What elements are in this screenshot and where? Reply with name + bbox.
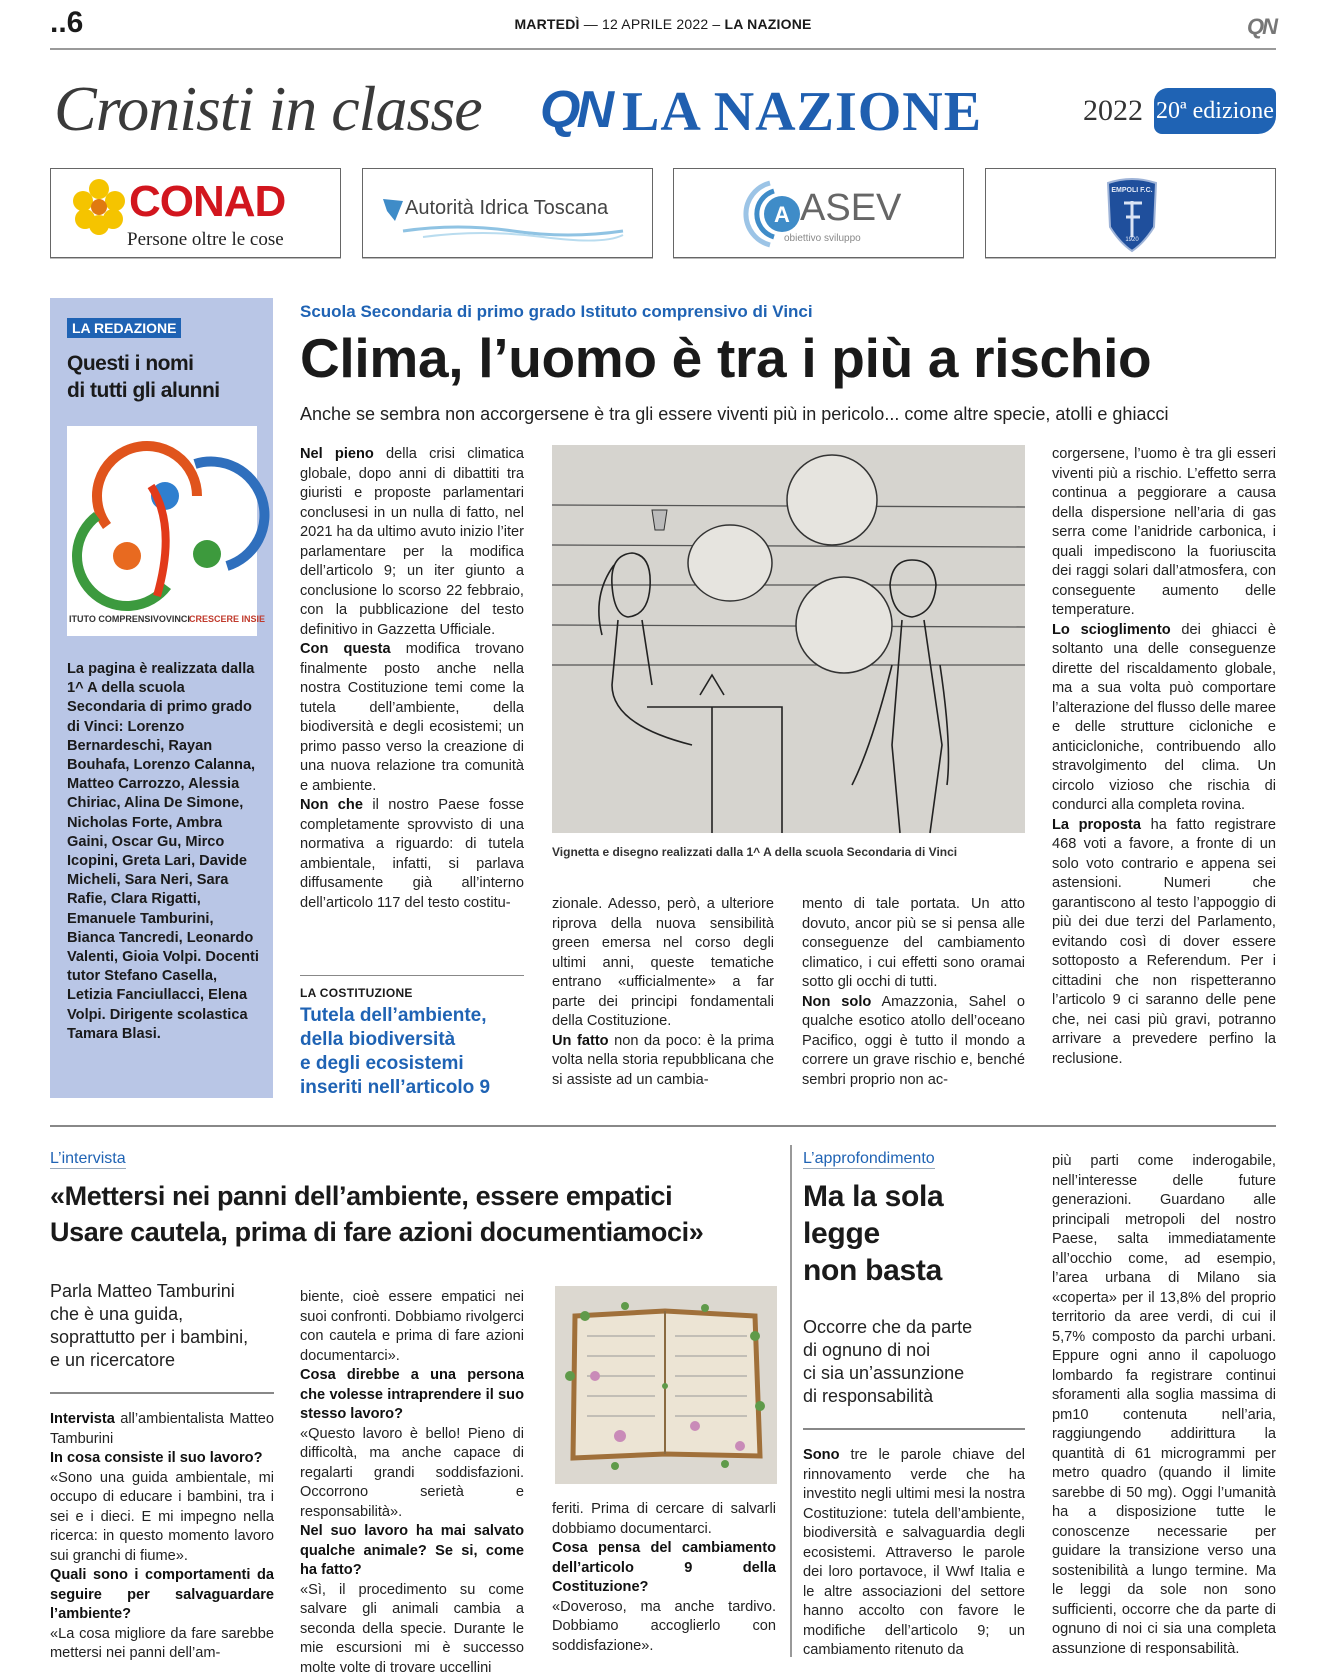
vertical-divider [790,1145,792,1657]
analysis-lede-divider [803,1428,1025,1430]
interview-column-1 [50,1410,274,1664]
paragraph-text: «Questo lavoro è bello! Pieno di difficoltà, ma anche capace di regalarti grandi soddisfazioni. Occorrono serietà e responsabilità». [300,1426,524,1520]
conad-logo-text: CONAD [129,177,285,227]
section-divider [50,1125,1276,1127]
paragraph [1052,445,1276,621]
paragraph-text: «Doveroso, ma anche tardivo. Dobbiamo accoglierlo con soddisfazione». [552,1599,776,1654]
article-column-3 [802,895,1025,1090]
paragraph-text: più parti come inderogabile, nell’interesse delle future generazioni. Guardano alle principali metropoli del nostro Paese, salta immediatamente all’occhio come, ad esempio, l’area urbana di Milano sia «coperta» per il 13,8% del proprio territorio da aree verdi, di cui il 5,7% composto da parchi urbani. Eppure ogni anno il capoluogo lombardo fa registrare continui sforamenti alla soglia massima di pm10 contenuta nell’aria, raggiungendo addirittura la quantità di 61 microgrammi per metro quadro (quando il limite sarebbe di 50 mg). Oggi l’umanità ha a disposizione tutte le conoscenze necessarie per guidare la transizione verso una sostenibilità a lungo termine. Ma le leggi da sole non sono sufficienti, occorre che da parte di ognuno di noi ci sia una completa assunzione di responsabilità. [1052,1153,1276,1657]
paragraph-text: zionale. Adesso, però, a ulteriore riprova della nuova sensibilità green emersa nel corso degli ultimi anni, queste tematiche entrano «ufficialmente» a far parte dei principi fondamentali della Costituzione. [552,896,774,1029]
paragraph [552,1032,774,1091]
paragraph-text: corgersene, l’uomo è tra gli esseri viventi più a rischio. L’effetto serra continua a peggiorare a causa della dispersione nell’aria di gas serra come l’anidride carbonica, i quali impediscono la fuoriuscita dei raggi solari dall’atmosfera, con conseguente aumento delle temperature. [1052,446,1276,618]
analysis-kicker-text: L’approfondimento [803,1150,935,1169]
paragraph [300,1581,524,1678]
paragraph-lead: Non solo [802,994,871,1010]
svg-text:A: A [774,202,790,227]
analysis-headline-line: legge [803,1215,943,1252]
article-headline: Clima, l’uomo è tra i più a rischio [300,326,1151,390]
analysis-lede [803,1316,1025,1408]
image-caption: Vignetta e disegno realizzati dalla 1^ A della scuola Secondaria di Vinci [552,845,957,859]
question-paragraph: Cosa pensa del cambiamento dell’articolo 9 della Costituzione? [552,1539,776,1598]
paragraph-text: dei ghiacci è soltanto una delle conseguenze dirette del riscaldamento globale, ma a sua volta può comportare l’alterazione del flusso delle maree e delle strutture cicloniche e anticicloniche, contribuendo allo stravolgimento del clima. Un circolo vizioso che rischia di condurci alla completa rovina. [1052,622,1276,814]
page-header [50,0,1276,50]
lede-line: ci sia un’assunzione [803,1362,1025,1385]
paragraph [1052,816,1276,1070]
box-title [300,1004,524,1100]
section-tag: LA REDAZIONE [67,318,181,338]
paragraph-text: Amazzonia, Sahel o qualche esotico atollo dell’oceano Pacifico, oggi è tutto il mondo a correre un grave rischio e, benché sembri proprio non ac- [802,994,1025,1088]
paragraph-text: non da poco: è la prima volta nella storia repubblicana che si assiste ad un cambia- [552,1033,774,1088]
box-title-line: e degli ecosistemi [300,1052,524,1076]
paragraph-text: il nostro Paese fosse completamente sprovvisto di una normativa a riguardo: di tutela ambientale, infatti, si parlava diffusamente già all’interno dell’articolo 117 del testo costitu- [300,797,524,911]
paragraph-text: «Sono una guida ambientale, mi occupo di educare i bambini, tra i sei e i dieci. E mi impegno nella ricerca: in questo momento lavoro sui granchi di fiume». [50,1470,274,1564]
constitution-book-drawing [555,1286,777,1484]
paragraph-text: «Sì, il procedimento su come salvare gli animali cambia a seconda della specie. Durante le mie escursioni mi è successo molte volte di trovare uccellini [300,1582,524,1676]
sponsor-autorita-idrica [362,168,653,258]
school-logo [67,426,257,636]
paragraph [50,1625,274,1664]
paragraph [552,1500,776,1539]
date: — 12 APRILE 2022 – [584,16,721,32]
paragraph-text: tre le parole chiave del rinnovamento verde che ha investito negli ultimi mesi la nostra Costituzione: tutela dell’ambiente, biodiversità e salvaguardia degli ecosistemi. Attraverso le parole dei loro portavoce, il Wwf Italia e le altre associazioni del settore hanno accolto con favore le modifiche dell’articolo 9; un cambiamento ritenuto da [803,1447,1025,1658]
article-column-1 [300,445,524,913]
paragraph [300,445,524,640]
interview-column-3 [552,1500,776,1656]
interview-headline-line: Usare cautela, prima di fare azioni documentiamoci» [50,1214,703,1250]
paragraph [300,1288,524,1366]
analysis-headline [803,1178,943,1289]
paragraph-lead: Non che [300,797,363,813]
paragraph [552,895,774,1032]
interview-headline [50,1178,703,1250]
sidebar-title-line: Questi i nomi [67,350,220,377]
lede-line: e un ricercatore [50,1349,274,1372]
masthead-title: Cronisti in classe [54,72,482,146]
paragraph [552,1598,776,1657]
conad-tagline: Persone oltre le cose [127,229,284,251]
paragraph-text: della crisi climatica globale, dopo anni di dibattiti tra giuristi e proposte parlamentari conclusesi in un nulla di fatto, nel 2021 ha da ultimo avuto inizio l’iter parlamentare per la modifica dell’articolo 9; un iter giunto a conclusione lo scorso 22 febbraio, con la pubblicazione del testo definitivo in Gazzetta Ufficiale. [300,446,524,638]
lede-line: di responsabilità [803,1385,1025,1408]
paragraph-lead: Lo scioglimento [1052,622,1171,638]
lede-line: Occorre che da parte [803,1316,1025,1339]
article-column-2 [552,895,774,1090]
sponsor-conad [50,168,341,258]
sponsor-empoli-fc [985,168,1276,258]
paragraph [300,640,524,796]
box-label: LA COSTITUZIONE [300,986,524,1000]
asev-logo-text: ASEV [800,187,901,230]
lede-divider [50,1392,274,1394]
lede-line: Parla Matteo Tamburini [50,1280,274,1303]
analysis-kicker [803,1150,935,1168]
paragraph-text: feriti. Prima di cercare di salvarli dobbiamo documentarci. [552,1501,776,1537]
costituzione-box [300,975,524,1100]
analysis-column-1 [803,1446,1025,1661]
article-subtitle: Anche se sembra non accorgersene è tra gli essere viventi più in pericolo... come altre specie, atolli e ghiacci [300,404,1168,425]
box-title-line: inseriti nell’articolo 9 [300,1076,524,1100]
empoli-fc-crest-name: EMPOLI F.C. [1104,187,1160,194]
interview-headline-line: «Mettersi nei panni dell’ambiente, essere empatici [50,1178,703,1214]
paragraph-text: ha fatto registrare 468 voti a favore, a fronte di un solo voto contrario e appena sei astensioni. Numeri che garantiscono al testo l’appoggio di più dei due terzi del Parlamento, evitando così di dover essere sottoposto a Referendum. Per i cittadini che non rispetteranno l’articolo 9 ci saranno delle pene che, nei casi più gravi, potranno arrivare a prevedere perfino la reclusione. [1052,817,1276,1067]
conad-flower-icon [73,179,125,235]
box-title-line: della biodiversità [300,1028,524,1052]
box-title-line: Tutela dell’ambiente, [300,1004,524,1028]
tuscany-shape-icon [381,197,405,223]
paragraph [802,895,1025,993]
dateline [50,16,1276,32]
sidebar-title [67,350,220,404]
question-paragraph: Nel suo lavoro ha mai salvato qualche animale? Se si, come ha fatto? [300,1522,524,1581]
paragraph-text: biente, cioè essere empatici nei suoi confronti. Dobbiamo rivolgerci con cautela e prima di fare azioni documentarci». [300,1289,524,1364]
interview-kicker [50,1150,126,1168]
paragraph [1052,621,1276,816]
credits-text: è realizzata dalla 1^ A della scuola Secondaria di primo grado di Vinci: Lorenzo Bernardeschi, Rayan Bouhafa, Lorenzo Calanna, Matteo Carrozzo, Alessia Chiriac, Alina De Simone, Nicholas Forte, Ambra Gaini, Oscar Gu, Mirco Icopini, Greta Lari, Davide Micheli, Sara Neri, Sara Rafie, Clara Rigatti, Emanuele Tamburini, Bianca Tancredi, Leonardo Valenti, Gioia Volpi. Docenti tutor Stefano Casella, Letizia Fanciullacci, Elena Volpi. Dirigente scolastica Tamara Blasi. [67,661,259,1042]
school-logo-graphic [67,426,257,636]
paragraph-text: «La cosa migliore da fare sarebbe mettersi nei panni dell’am- [50,1626,274,1662]
paragraph [1052,1152,1276,1659]
paragraph [802,993,1025,1091]
autorita-idrica-text: Autorità Idrica Toscana [405,197,608,220]
credits-lead: La pagina [67,661,135,677]
paragraph-text: all’ambientalista Matteo Tamburini [50,1411,274,1447]
qn-logo: QN [540,80,610,140]
lede-line: che è una guida, [50,1303,274,1326]
paragraph-lead: Nel pieno [300,446,374,462]
question-paragraph: Quali sono i comportamenti da seguire per salvaguardare l’ambiente? [50,1566,274,1625]
sidebar-credits [67,660,259,1044]
paragraph [50,1469,274,1567]
masthead [50,72,1276,152]
sidebar-title-line: di tutti gli alunni [67,377,220,404]
cartoon-illustration [552,445,1025,833]
svg-text:ITUTO COMPRENSIVOVINCI: ITUTO COMPRENSIVOVINCI [69,614,190,624]
question-paragraph: Cosa direbbe a una persona che volesse intraprendere il suo stesso lavoro? [300,1366,524,1425]
asev-tagline: obiettivo sviluppo [784,233,861,244]
paragraph-lead: Sono [803,1447,839,1463]
paragraph [50,1410,274,1449]
la-nazione-logo: LA NAZIONE [622,80,982,144]
interview-kicker-text: L’intervista [50,1150,126,1169]
page-number: ..6 [50,6,83,40]
redazione-sidebar [50,298,273,1098]
interview-lede [50,1280,274,1372]
masthead-year: 2022 [1083,94,1143,128]
paragraph-text: mento di tale portata. Un atto dovuto, ancor più se si pensa alle conseguenze del cambiamento climatico, i cui effetti sono oramai sotto gli occhi di tutti. [802,896,1025,990]
analysis-headline-line: Ma la sola [803,1178,943,1215]
lede-line: soprattutto per i bambini, [50,1326,274,1349]
paragraph-lead: Un fatto [552,1033,609,1049]
analysis-column-2 [1052,1152,1276,1659]
lede-line: di ognuno di noi [803,1339,1025,1362]
paragraph-lead: Intervista [50,1411,115,1427]
edition-badge: 20ª edizione [1154,88,1276,134]
paragraph [803,1446,1025,1661]
paragraph-text: modifica trovano finalmente posto anche nella nostra Costituzione temi come la tutela dell’ambiente, della biodiversità e degli ecosistemi; un primo passo verso la creazione di una nuova relazione tra comunità e ambiente. [300,641,524,794]
empoli-fc-crest-year: 1920 [1104,237,1160,243]
paragraph-lead: Con questa [300,641,391,657]
sponsor-asev [673,168,964,258]
weekday: MARTEDÌ [514,16,579,32]
paper-name: LA NAZIONE [725,16,812,32]
article-column-4 [1052,445,1276,1069]
analysis-headline-line: non basta [803,1252,943,1289]
paragraph-lead: La proposta [1052,817,1141,833]
svg-text:CRESCERE INSIE: CRESCERE INSIE [189,614,265,624]
water-waves-icon [403,223,623,241]
qn-logo-small: QN [1247,14,1276,40]
paragraph [300,1425,524,1523]
question-paragraph: In cosa consiste il suo lavoro? [50,1449,274,1469]
paragraph [300,796,524,913]
interview-column-2 [300,1288,524,1678]
article-kicker: Scuola Secondaria di primo grado Istituto comprensivo di Vinci [300,302,813,322]
